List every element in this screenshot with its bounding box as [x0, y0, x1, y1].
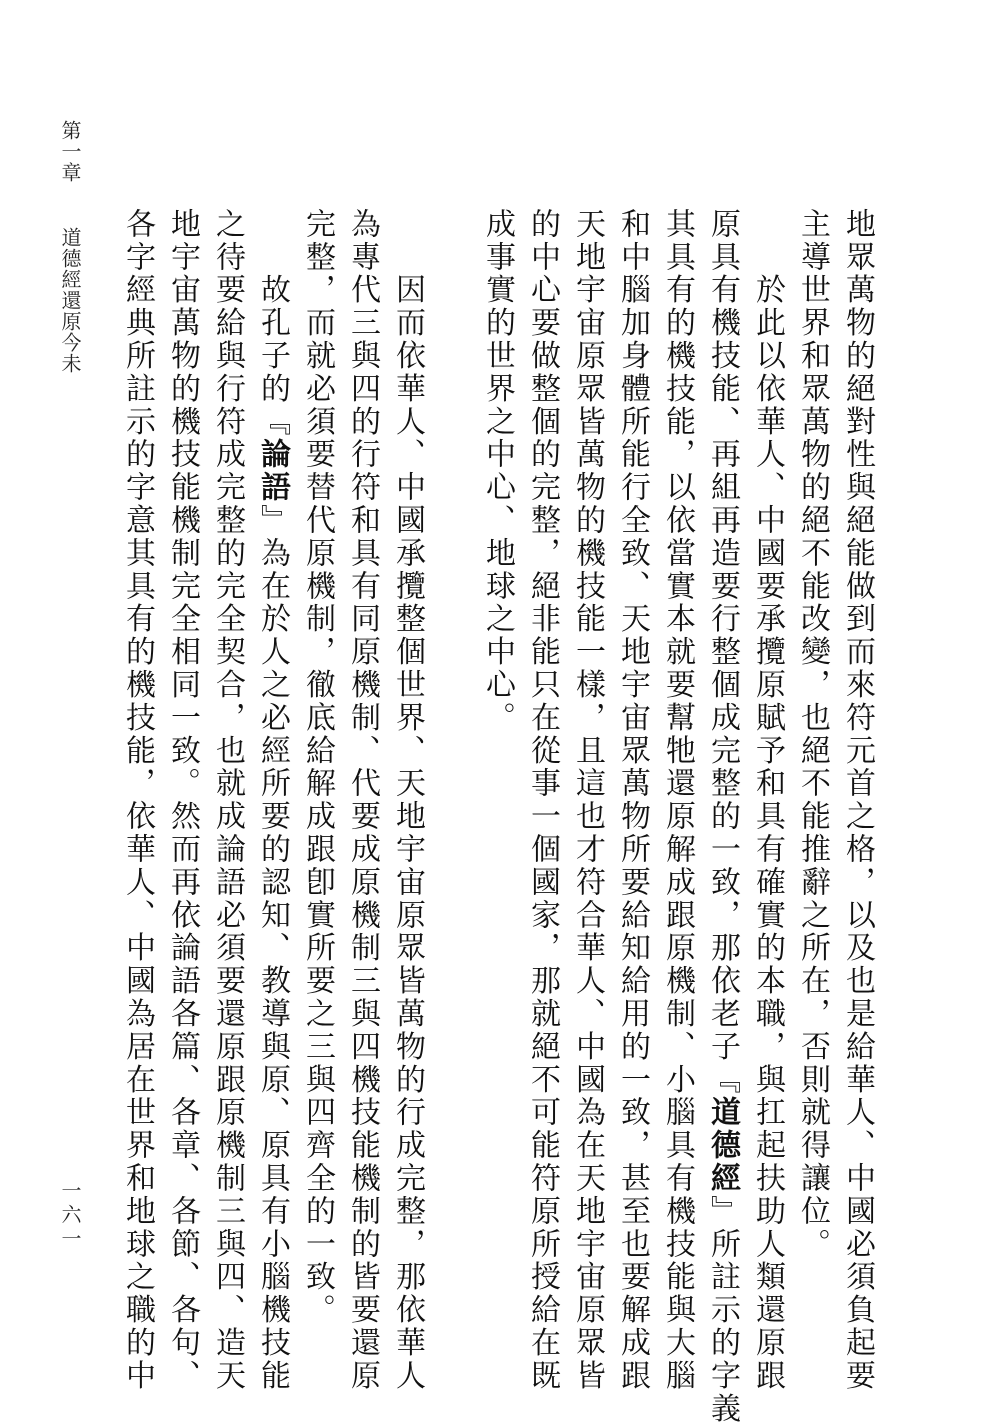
- text-column: 因而依華人、中國承攬整個世界、天地宇宙原眾皆萬物的行成完整，那依華人: [390, 208, 425, 1393]
- text-column: [250, 208, 295, 1393]
- text-run: 』所註示的字義: [705, 1195, 740, 1425]
- page-number: 一六一: [58, 1180, 82, 1252]
- body-text: [115, 208, 880, 1425]
- text-column: 完整，而就必須要替代原機制，徹底給解成跟卽實所要之三與四齊全的一致。: [300, 208, 335, 1327]
- text-run: 』為在於人之必經所要的認知、教導與原、原具有小腦機技能: [255, 504, 290, 1393]
- text-column: 各字經典所註示的字意其具有的機技能，依華人、中國為居在世界和地球之職的中: [120, 208, 155, 1393]
- text-column: 天地宇宙原眾皆萬物的機技能一樣，且這也才符合華人、中國為在天地宇宙原眾皆: [570, 208, 605, 1393]
- text-column: 其具有的機技能，以依當實本就要幫牠還原解成跟原機制、小腦具有機技能與大腦: [660, 208, 695, 1393]
- text-column: 成事實的世界之中心、地球之中心。: [480, 208, 515, 735]
- text-run: 故孔子的『: [255, 208, 290, 439]
- book-title: 道德經還原今未: [58, 227, 82, 374]
- text-column: [700, 208, 745, 1425]
- text-column: 之待要給與行符成完整的完全契合，也就成論語必須要還原跟原機制三與四、造天: [210, 208, 245, 1393]
- text-column: 主導世界和眾萬物的絕不能改變，也絕不能推辭之所在，否則就得讓位。: [795, 208, 830, 1261]
- text-run: 原具有機技能、再組再造要行整個成完整的一致，那依老子『: [705, 208, 740, 1097]
- text-column: 的中心要做整個的完整，絕非能只在從事一個國家，那就絕不可能符原所授給在既: [525, 208, 560, 1393]
- chapter-label: 第一章: [58, 120, 82, 183]
- text-column: 地宇宙萬物的機技能機制完全相同一致。然而再依論語各篇、各章、各節、各句、: [165, 208, 200, 1393]
- emphasized-title: 道德經: [705, 1096, 740, 1196]
- text-column: 於此以依華人、中國要承攬原賦予和具有確實的本職，與扛起扶助人類還原跟: [750, 208, 785, 1393]
- text-column: 和中腦加身體所能行全致、天地宇宙眾萬物所要給知給用的一致，甚至也要解成跟: [615, 208, 650, 1393]
- emphasized-title: 論語: [255, 438, 290, 505]
- text-column: 地眾萬物的絕對性與絕能做到而來符元首之格，以及也是給華人、中國必須負起要: [840, 208, 875, 1393]
- blank-column: [430, 208, 475, 1288]
- text-column: 為專代三與四的行符和具有同原機制、代要成原機制三與四機技能機制的皆要還原: [345, 208, 380, 1393]
- running-header: [58, 120, 82, 374]
